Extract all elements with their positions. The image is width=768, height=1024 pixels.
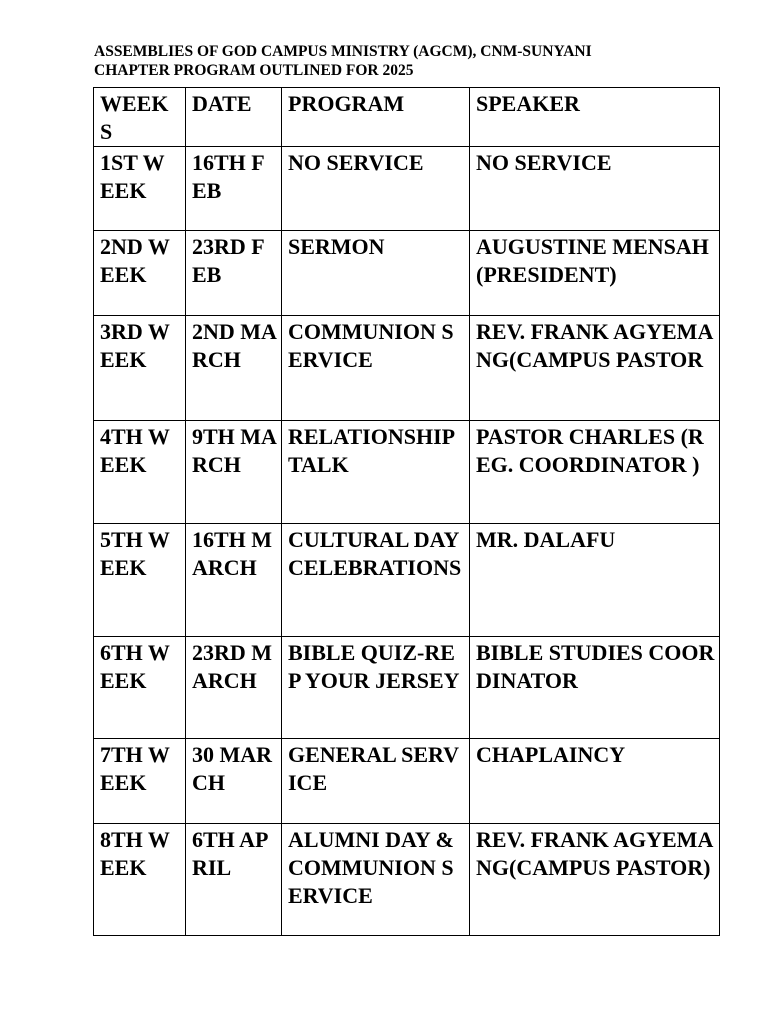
table-row [94,421,720,524]
program-cell: ALUMNI DAY & COMMUNION SERVICE [282,824,470,936]
header-date: DATE [186,88,282,147]
date-cell: 16TH MARCH [186,524,282,637]
date-cell: 16TH FEB [186,147,282,231]
program-cell: SERMON [282,231,470,316]
program-cell: CULTURAL DAY CELEBRATIONS [282,524,470,637]
header-program: PROGRAM [282,88,470,147]
speaker-cell: REV. FRANK AGYEMANG(CAMPUS PASTOR) [470,824,720,936]
week-cell: 1ST WEEK [94,147,186,231]
program-cell: GENERAL SERVICE [282,739,470,824]
header-weeks: WEEKS [94,88,186,147]
speaker-cell: BIBLE STUDIES COORDINATOR [470,637,720,739]
speaker-cell: MR. DALAFU [470,524,720,637]
program-cell: COMMUNION SERVICE [282,316,470,421]
table-row [94,524,720,637]
date-cell: 2ND MARCH [186,316,282,421]
heading-line-1: ASSEMBLIES OF GOD CAMPUS MINISTRY (AGCM), CNM-SUNYANI [94,43,592,60]
week-cell: 4TH WEEK [94,421,186,524]
week-cell: 6TH WEEK [94,637,186,739]
heading-line-2: CHAPTER PROGRAM OUTLINED FOR 2025 [94,62,414,79]
speaker-cell: PASTOR CHARLES (REG. COORDINATOR ) [470,421,720,524]
speaker-cell: CHAPLAINCY [470,739,720,824]
program-cell: BIBLE QUIZ-REP YOUR JERSEY [282,637,470,739]
table-header-row [94,88,720,147]
speaker-cell: AUGUSTINE MENSAH(PRESIDENT) [470,231,720,316]
program-cell: NO SERVICE [282,147,470,231]
table-row [94,147,720,231]
date-cell: 9TH MARCH [186,421,282,524]
speaker-cell: NO SERVICE [470,147,720,231]
header-speaker: SPEAKER [470,88,720,147]
speaker-cell: REV. FRANK AGYEMANG(CAMPUS PASTOR [470,316,720,421]
table-row [94,824,720,936]
table-row [94,637,720,739]
date-cell: 6TH APRIL [186,824,282,936]
program-table [93,87,720,936]
document-heading [94,42,734,80]
date-cell: 23RD MARCH [186,637,282,739]
table-row [94,739,720,824]
week-cell: 2ND WEEK [94,231,186,316]
table-row [94,231,720,316]
week-cell: 8TH WEEK [94,824,186,936]
date-cell: 23RD FEB [186,231,282,316]
week-cell: 3RD WEEK [94,316,186,421]
week-cell: 7TH WEEK [94,739,186,824]
date-cell: 30 MARCH [186,739,282,824]
program-cell: RELATIONSHIP TALK [282,421,470,524]
week-cell: 5TH WEEK [94,524,186,637]
table-row [94,316,720,421]
